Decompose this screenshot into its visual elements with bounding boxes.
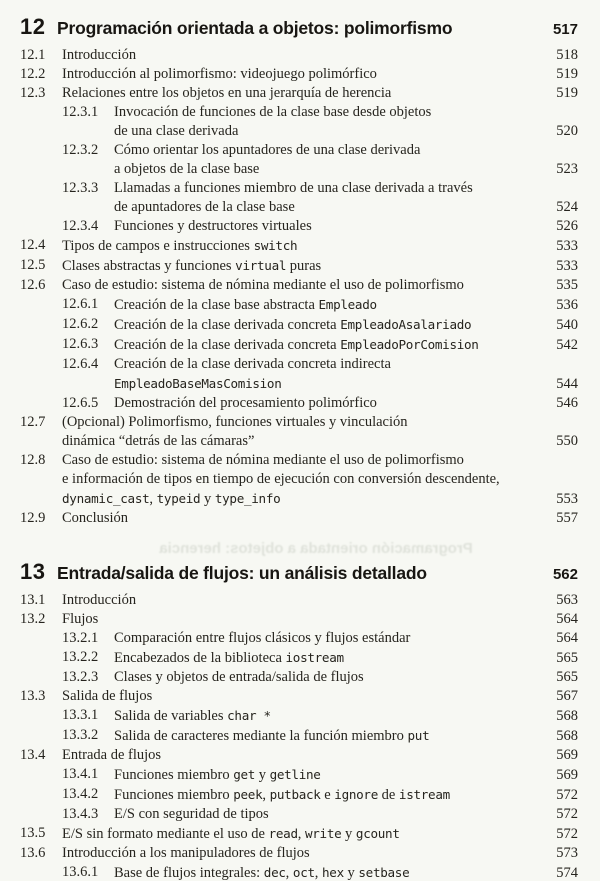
- entry-page-number: 572: [556, 787, 578, 803]
- entry-line: [62, 687, 546, 706]
- entry-text: Funciones miembro: [114, 787, 234, 803]
- toc-entry: [20, 217, 578, 236]
- entry-line: [62, 470, 546, 489]
- toc-entry: [20, 179, 578, 217]
- entry-number: 12.6.2: [62, 316, 99, 332]
- entry-code-text: read: [268, 826, 298, 841]
- entry-title: [114, 179, 556, 217]
- toc-entry: [20, 451, 578, 509]
- entry-title: [114, 315, 556, 335]
- entry-text: Funciones y destructores virtuales: [114, 218, 312, 234]
- entry-title: [114, 706, 556, 726]
- toc-entry: [20, 746, 578, 765]
- entry-title: [62, 844, 556, 863]
- toc-entry: [20, 687, 578, 706]
- entry-text: Introducción: [62, 47, 137, 63]
- toc-entry: [20, 355, 578, 394]
- entry-text: Cómo orientar los apuntadores de una clase derivada: [114, 142, 421, 158]
- entry-text: Salida de flujos: [62, 688, 153, 704]
- entry-number: 12.6.4: [62, 356, 99, 372]
- entry-text: Flujos: [62, 611, 99, 627]
- entry-text: Llamadas a funciones miembro de una clase derivada a través: [114, 180, 473, 196]
- toc-entry: [20, 236, 578, 256]
- entry-title: [114, 295, 556, 315]
- entry-code-text: ignore: [334, 787, 378, 802]
- toc-entry: [20, 785, 578, 805]
- entry-text: Base de flujos integrales:: [114, 865, 264, 881]
- entry-text: Introducción al polimorfismo: videojuego polimórfico: [62, 66, 377, 82]
- entry-title: [62, 236, 556, 256]
- entry-line: [62, 276, 546, 295]
- entry-line: [114, 765, 546, 785]
- entry-text: Clases abstractas y funciones: [62, 258, 236, 274]
- entry-code-text: iostream: [285, 650, 344, 665]
- entry-page-number: 567: [556, 688, 578, 704]
- entry-page-number: 533: [556, 258, 578, 274]
- entry-page-number: 533: [556, 238, 578, 254]
- entry-line: [62, 610, 546, 629]
- entry-text: y: [341, 826, 356, 842]
- entry-number: 13.4.3: [62, 806, 99, 822]
- entry-number: 13.2.1: [62, 630, 99, 646]
- toc-entry: [20, 668, 578, 687]
- toc-entry: [20, 805, 578, 824]
- toc-entry: [20, 394, 578, 413]
- entry-page-number: 553: [556, 491, 578, 507]
- entry-line: [62, 844, 546, 863]
- toc-content: [20, 14, 578, 881]
- entry-line: [114, 726, 546, 746]
- entry-text: y: [343, 865, 359, 881]
- entry-code-text: gcount: [355, 826, 400, 841]
- entry-number: 13.3: [20, 688, 46, 704]
- chapter-heading: [20, 14, 578, 40]
- page-bleedthrough-text: Programación orientada a objetos: herencia: [159, 540, 473, 557]
- entry-number: 12.3.1: [62, 104, 99, 120]
- entry-title: [114, 335, 556, 355]
- entry-line: [62, 489, 546, 509]
- entry-title: [114, 765, 556, 785]
- entry-title: [114, 863, 556, 881]
- entry-text: Caso de estudio: sistema de nómina mediante el uso de polimorfismo: [62, 277, 464, 293]
- entry-title: [62, 687, 556, 706]
- toc-entry: [20, 84, 578, 103]
- entry-line: [114, 315, 546, 335]
- entry-text: y: [200, 491, 215, 507]
- toc-entry: [20, 591, 578, 610]
- entry-title: [62, 46, 556, 65]
- entry-number: 12.3: [20, 85, 46, 101]
- toc-entry: [20, 706, 578, 726]
- entry-line: [114, 160, 546, 179]
- entry-number: 12.3.2: [62, 142, 99, 158]
- entry-line: [62, 256, 546, 276]
- entry-number: 12.5: [20, 257, 46, 273]
- entry-line: [114, 217, 546, 236]
- entry-line: [62, 591, 546, 610]
- entry-number: 12.6: [20, 277, 46, 293]
- entry-page-number: 565: [556, 650, 578, 666]
- entry-page-number: 568: [556, 728, 578, 744]
- entry-line: [62, 65, 546, 84]
- toc-entry: [20, 141, 578, 179]
- entry-page-number: 546: [556, 395, 578, 411]
- entry-line: [114, 805, 546, 824]
- entry-text: Creación de la clase derivada concreta indirecta: [114, 356, 391, 372]
- entry-title: [62, 276, 556, 295]
- entry-code-text: char *: [227, 708, 271, 723]
- entry-number: 12.7: [20, 414, 46, 430]
- entry-page-number: 557: [556, 510, 578, 526]
- entry-title: [62, 84, 556, 103]
- entry-code-text: EmpleadoAsalariado: [340, 317, 472, 332]
- toc-entry: [20, 509, 578, 528]
- entry-line: [114, 295, 546, 315]
- entry-page-number: 569: [556, 747, 578, 763]
- entry-line: [114, 122, 546, 141]
- entry-number: 12.2: [20, 66, 46, 82]
- entry-page-number: 564: [556, 630, 578, 646]
- entry-text: ,: [149, 491, 157, 507]
- entry-page-number: 536: [556, 297, 578, 313]
- entry-code-text: hex: [322, 865, 344, 880]
- entry-text: Creación de la clase base abstracta: [114, 297, 319, 313]
- entry-line: [114, 335, 546, 355]
- entry-text: Relaciones entre los objetos en una jerarquía de herencia: [62, 85, 392, 101]
- entry-code-text: istream: [398, 787, 450, 802]
- entry-number: 13.2: [20, 611, 46, 627]
- entry-title: [114, 103, 556, 141]
- entry-title: [114, 355, 556, 394]
- entry-code-text: get: [233, 767, 256, 782]
- entry-page-number: 535: [556, 277, 578, 293]
- entry-number: 12.3.4: [62, 218, 99, 234]
- entry-text: ,: [285, 865, 293, 881]
- entry-text: Introducción: [62, 592, 137, 608]
- entry-title: [114, 394, 556, 413]
- chapter-number: 13: [20, 559, 46, 584]
- entry-page-number: 564: [556, 611, 578, 627]
- entry-page-number: 519: [556, 66, 578, 82]
- entry-line: [114, 103, 546, 122]
- entry-page-number: 540: [556, 317, 578, 333]
- entry-number: 13.3.2: [62, 727, 99, 743]
- entry-code-text: getline: [269, 767, 321, 782]
- entry-text: Entrada de flujos: [62, 747, 162, 763]
- entry-code-text: typeid: [156, 491, 201, 506]
- entry-line: [114, 668, 546, 687]
- entry-code-text: putback: [269, 787, 321, 802]
- entry-number: 13.6.1: [62, 864, 99, 880]
- entry-line: [114, 198, 546, 217]
- entry-number: 12.6.3: [62, 336, 99, 352]
- entry-text: E/S con seguridad de tipos: [114, 806, 269, 822]
- entry-line: [62, 413, 546, 432]
- entry-code-text: oct: [292, 865, 315, 880]
- entry-line: [62, 451, 546, 470]
- entry-line: [62, 84, 546, 103]
- entry-line: [114, 629, 546, 648]
- entry-code-text: type_info: [214, 491, 281, 506]
- entry-title: [62, 610, 556, 629]
- toc-entry: [20, 276, 578, 295]
- entry-line: [114, 141, 546, 160]
- entry-title: [62, 746, 556, 765]
- entry-line: [62, 432, 546, 451]
- entry-text: de una clase derivada: [114, 123, 239, 139]
- entry-title: [114, 141, 556, 179]
- entry-page-number: 542: [556, 337, 578, 353]
- entry-text: Conclusión: [62, 510, 129, 526]
- entry-page-number: 550: [556, 433, 578, 449]
- entry-text: ,: [314, 865, 323, 881]
- entry-title: [62, 509, 556, 528]
- toc-entry: [20, 256, 578, 276]
- entry-number: 13.5: [20, 825, 46, 841]
- chapter-number: 12: [20, 14, 46, 39]
- entry-text: a objetos de la clase base: [114, 161, 260, 177]
- entry-title: [114, 668, 556, 687]
- entry-line: [114, 179, 546, 198]
- entry-line: [62, 46, 546, 65]
- entry-title: [62, 413, 556, 451]
- toc-entry: [20, 863, 578, 881]
- entry-title: [62, 451, 556, 509]
- entry-page-number: 573: [556, 845, 578, 861]
- entry-page-number: 524: [556, 199, 578, 215]
- entry-line: [62, 236, 546, 256]
- entry-title: [114, 785, 556, 805]
- entry-code-text: dynamic_cast: [62, 491, 150, 506]
- entry-title: [114, 629, 556, 648]
- entry-line: [114, 355, 546, 374]
- entry-title: [62, 256, 556, 276]
- entry-line: [114, 863, 546, 881]
- entry-number: 12.9: [20, 510, 46, 526]
- entry-number: 13.2.3: [62, 669, 99, 685]
- entry-title: [114, 805, 556, 824]
- toc-entry: [20, 335, 578, 355]
- chapter-page-number: 562: [552, 566, 578, 583]
- entry-number: 12.4: [20, 237, 46, 253]
- entry-text: E/S sin formato mediante el uso de: [62, 826, 269, 842]
- entry-page-number: 526: [556, 218, 578, 234]
- entry-text: Caso de estudio: sistema de nómina mediante el uso de polimorfismo: [62, 452, 464, 468]
- entry-text: Tipos de campos e instrucciones: [62, 238, 254, 254]
- entry-page-number: 563: [556, 592, 578, 608]
- entry-title: [62, 65, 556, 84]
- entry-page-number: 572: [556, 826, 578, 842]
- entry-text: de: [377, 787, 399, 803]
- entry-page-number: 544: [556, 376, 578, 392]
- entry-page-number: 519: [556, 85, 578, 101]
- chapter-title: Programación orientada a objetos: polimorfismo: [57, 18, 453, 38]
- entry-number: 13.6: [20, 845, 46, 861]
- entry-text: Encabezados de la biblioteca: [114, 650, 286, 666]
- entry-title: [62, 591, 556, 610]
- entry-number: 13.4.2: [62, 786, 99, 802]
- entry-text: Salida de variables: [114, 708, 228, 724]
- entry-title: [114, 648, 556, 668]
- entry-number: 13.3.1: [62, 707, 99, 723]
- entry-code-text: virtual: [235, 258, 287, 273]
- entry-code-text: write: [304, 826, 342, 841]
- toc-entry: [20, 315, 578, 335]
- entry-text: puras: [286, 258, 322, 274]
- entry-line: [62, 746, 546, 765]
- toc-entry: [20, 413, 578, 451]
- entry-text: y: [255, 767, 270, 783]
- entry-page-number: 572: [556, 806, 578, 822]
- entry-page-number: 565: [556, 669, 578, 685]
- entry-page-number: 568: [556, 708, 578, 724]
- entry-code-text: switch: [253, 238, 298, 253]
- toc-entry: [20, 103, 578, 141]
- entry-text: e: [320, 787, 335, 803]
- entry-line: [114, 706, 546, 726]
- entry-line: [114, 648, 546, 668]
- toc-entry: [20, 629, 578, 648]
- toc-entry: [20, 65, 578, 84]
- entry-title: [62, 824, 556, 844]
- entry-code-text: put: [407, 728, 430, 743]
- entry-text: Creación de la clase derivada concreta: [114, 317, 341, 333]
- entry-title: [114, 726, 556, 746]
- entry-text: Salida de caracteres mediante la función miembro: [114, 728, 408, 744]
- entry-page-number: 520: [556, 123, 578, 139]
- entry-text: Comparación entre flujos clásicos y flujos estándar: [114, 630, 411, 646]
- entry-code-text: EmpleadoPorComision: [340, 337, 479, 352]
- entry-text: dinámica “detrás de las cámaras”: [62, 433, 255, 449]
- toc-entry: [20, 824, 578, 844]
- entry-text: e información de tipos en tiempo de ejecución con conversión descendente,: [62, 471, 500, 487]
- entry-line: [114, 785, 546, 805]
- entry-line: [114, 394, 546, 413]
- entry-page-number: 569: [556, 767, 578, 783]
- entry-number: 13.2.2: [62, 649, 99, 665]
- chapter-title: Entrada/salida de flujos: un análisis detallado: [57, 563, 427, 583]
- toc-entry: [20, 46, 578, 65]
- entry-text: Clases y objetos de entrada/salida de flujos: [114, 669, 364, 685]
- entry-title: [114, 217, 556, 236]
- entry-number: 12.1: [20, 47, 46, 63]
- entry-line: [114, 374, 546, 394]
- entry-page-number: 574: [556, 865, 578, 881]
- entry-code-text: EmpleadoBaseMasComision: [114, 376, 282, 391]
- entry-code-text: setbase: [358, 865, 410, 880]
- toc-entry: [20, 844, 578, 863]
- entry-text: Funciones miembro: [114, 767, 234, 783]
- entry-line: [62, 824, 546, 844]
- entry-text: de apuntadores de la clase base: [114, 199, 295, 215]
- entry-code-text: Empleado: [318, 297, 377, 312]
- entry-number: 13.1: [20, 592, 46, 608]
- chapter-page-number: 517: [552, 21, 578, 38]
- entry-line: [62, 509, 546, 528]
- toc-entry: [20, 610, 578, 629]
- entry-number: 12.3.3: [62, 180, 99, 196]
- entry-text: Creación de la clase derivada concreta: [114, 337, 341, 353]
- entry-number: 12.6.5: [62, 395, 99, 411]
- entry-text: ,: [297, 826, 305, 842]
- entry-number: 13.4.1: [62, 766, 99, 782]
- entry-text: Demostración del procesamiento polimórfico: [114, 395, 377, 411]
- entry-text: Introducción a los manipuladores de flujos: [62, 845, 310, 861]
- toc-entry: [20, 765, 578, 785]
- entry-code-text: dec: [263, 865, 286, 880]
- entry-page-number: 518: [556, 47, 578, 63]
- entry-text: Invocación de funciones de la clase base desde objetos: [114, 104, 432, 120]
- toc-entry: [20, 726, 578, 746]
- toc-entry: [20, 648, 578, 668]
- entry-text: ,: [262, 787, 270, 803]
- entry-number: 12.8: [20, 452, 46, 468]
- entry-number: 13.4: [20, 747, 46, 763]
- chapter-heading: [20, 559, 578, 585]
- entry-number: 12.6.1: [62, 296, 99, 312]
- entry-text: (Opcional) Polimorfismo, funciones virtuales y vinculación: [62, 414, 408, 430]
- entry-code-text: peek: [233, 787, 263, 802]
- entry-page-number: 523: [556, 161, 578, 177]
- toc-entry: [20, 295, 578, 315]
